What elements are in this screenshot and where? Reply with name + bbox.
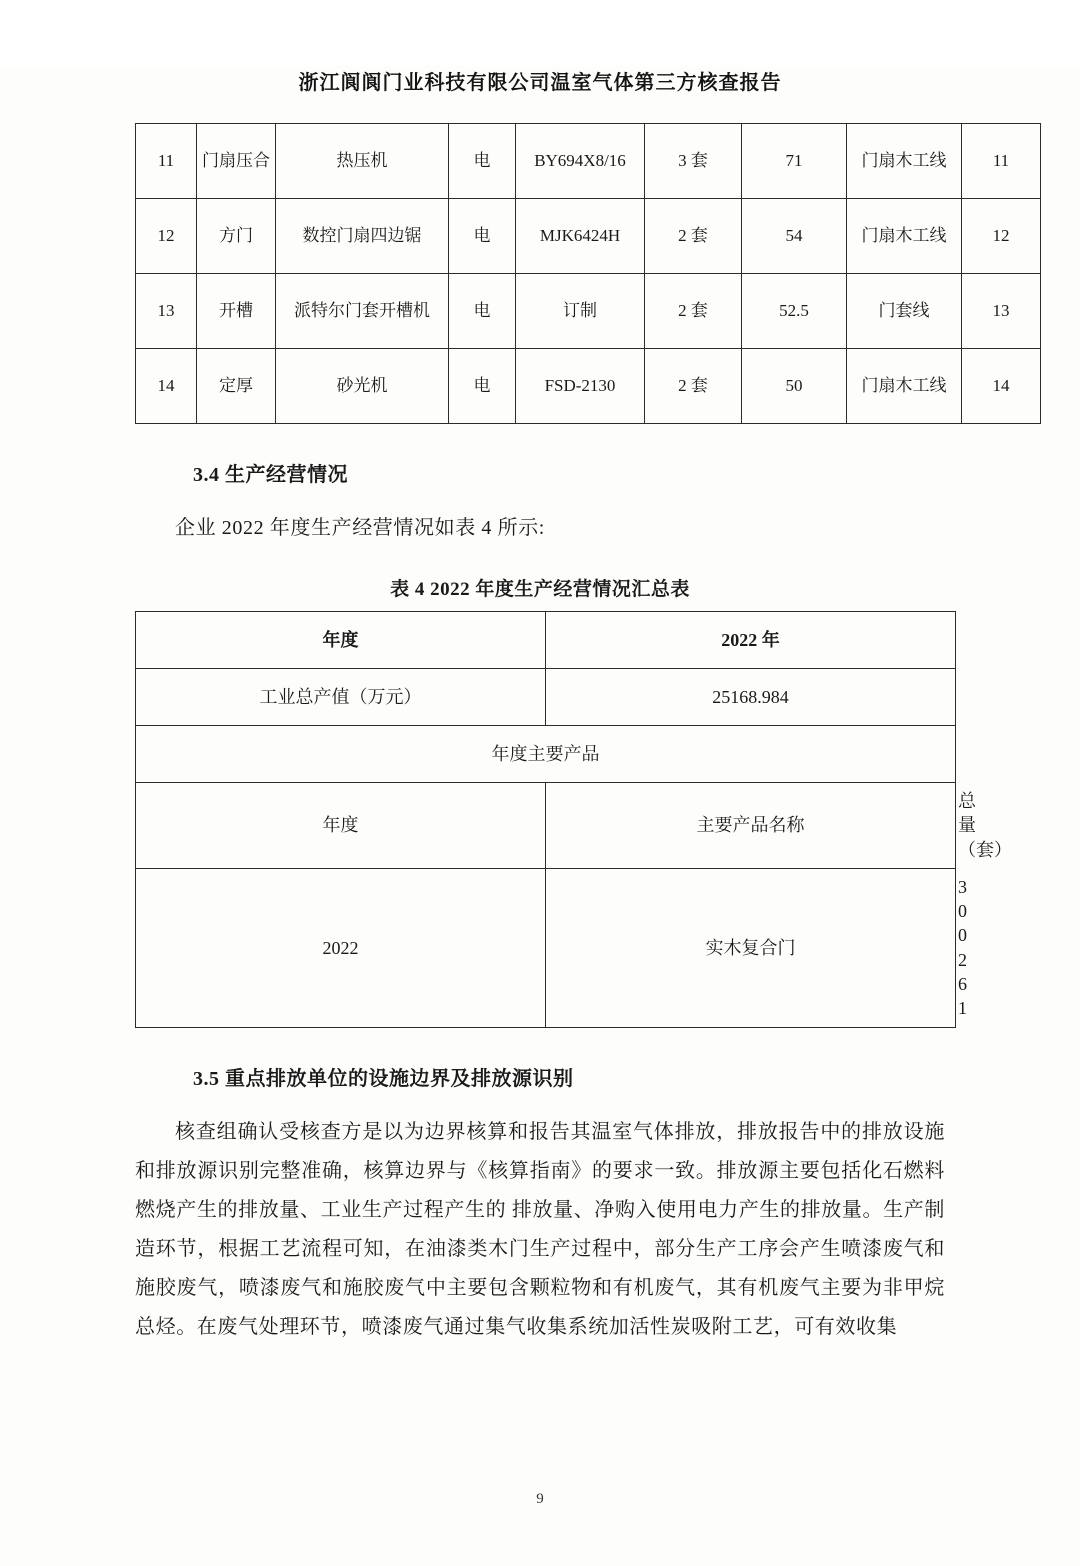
paragraph-boundary-identification: 核查组确认受核查方是以为边界核算和报告其温室气体排放，排放报告中的排放设施和排放源识别完整准确，核算边界与《核算指南》的要求一致。排放源主要包括化石燃料燃烧产生的排放量、工业生产过程产生的 排放量、净购入使用电力产生的排放量。生产制造环节，根据工艺流程可知，在油漆类木门生产过程中，部分生产工序会产生喷漆废气和施胶废气，喷漆废气和施胶废气中主要包含颗粒物和有机废气，其有机废气主要为非甲烷总烃。在废气处理环节，喷漆废气通过集气收集系统加活性炭吸附工艺，可有效收集 (135, 1120, 945, 1338)
cell-year-label: 年度 (136, 612, 546, 669)
cell-index: 12 (962, 199, 1041, 274)
cell-no: 11 (136, 124, 197, 199)
table-row: 年度 主要产品名称 总量（套） (136, 783, 956, 869)
cell-line: 门扇木工线 (847, 349, 962, 424)
cell-year-2022: 2022 (136, 868, 546, 1027)
cell-no: 14 (136, 349, 197, 424)
document-page (0, 66, 1080, 1566)
page-header-title: 浙江阆阆门业科技有限公司温室气体第三方核查报告 (298, 72, 782, 94)
page-content (135, 123, 1012, 1347)
cell-energy: 电 (449, 274, 516, 349)
cell-process: 开槽 (197, 274, 276, 349)
table-row (136, 669, 956, 726)
cell-col-product-name: 主要产品名称 (546, 783, 956, 869)
cell-equipment: 热压机 (276, 124, 449, 199)
cell-no: 12 (136, 199, 197, 274)
cell-power: 71 (742, 124, 847, 199)
cell-quantity: 3 套 (645, 124, 742, 199)
table-row (136, 612, 956, 669)
cell-power: 50 (742, 349, 847, 424)
cell-no: 13 (136, 274, 197, 349)
cell-energy: 电 (449, 199, 516, 274)
cell-col-year: 年度 (136, 783, 546, 869)
paragraph-production-intro: 企业 2022 年度生产经营情况如表 4 所示: (175, 517, 545, 539)
cell-line: 门扇木工线 (847, 199, 962, 274)
cell-quantity: 2 套 (645, 349, 742, 424)
cell-power: 54 (742, 199, 847, 274)
table-row (136, 274, 1041, 349)
cell-line: 门扇木工线 (847, 124, 962, 199)
cell-energy: 电 (449, 124, 516, 199)
page-number: 9 (536, 1491, 544, 1507)
cell-model: BY694X8/16 (516, 124, 645, 199)
cell-quantity: 2 套 (645, 274, 742, 349)
cell-equipment: 数控门扇四边锯 (276, 199, 449, 274)
heading-section-3-4: 3.4 生产经营情况 (193, 464, 348, 486)
heading-section-3-5: 3.5 重点排放单位的设施边界及排放源识别 (193, 1067, 574, 1090)
cell-process: 方门 (197, 199, 276, 274)
cell-power: 52.5 (742, 274, 847, 349)
cell-equipment: 派特尔门套开槽机 (276, 274, 449, 349)
cell-energy: 电 (449, 349, 516, 424)
cell-equipment: 砂光机 (276, 349, 449, 424)
cell-model: MJK6424H (516, 199, 645, 274)
table-row (136, 124, 1041, 199)
cell-output-value: 25168.984 (546, 669, 956, 726)
equipment-table (135, 123, 1041, 424)
table-row (136, 199, 1041, 274)
production-summary-table (135, 611, 1012, 1028)
cell-index: 14 (962, 349, 1041, 424)
cell-quantity: 2 套 (645, 199, 742, 274)
cell-index: 13 (962, 274, 1041, 349)
cell-output-label: 工业总产值（万元） (136, 669, 546, 726)
cell-product-name: 实木复合门 (546, 868, 956, 1027)
cell-process: 定厚 (197, 349, 276, 424)
table-caption-table4: 表 4 2022 年度生产经营情况汇总表 (390, 579, 690, 600)
table-row (136, 726, 956, 783)
table-row (136, 349, 1041, 424)
cell-year-value: 2022 年 (546, 612, 956, 669)
cell-main-products-header: 年度主要产品 (136, 726, 956, 783)
cell-process: 门扇压合 (197, 124, 276, 199)
table-row: 2022 实木复合门 300261 (136, 868, 956, 1027)
cell-model: FSD-2130 (516, 349, 645, 424)
cell-index: 11 (962, 124, 1041, 199)
cell-line: 门套线 (847, 274, 962, 349)
cell-model: 订制 (516, 274, 645, 349)
